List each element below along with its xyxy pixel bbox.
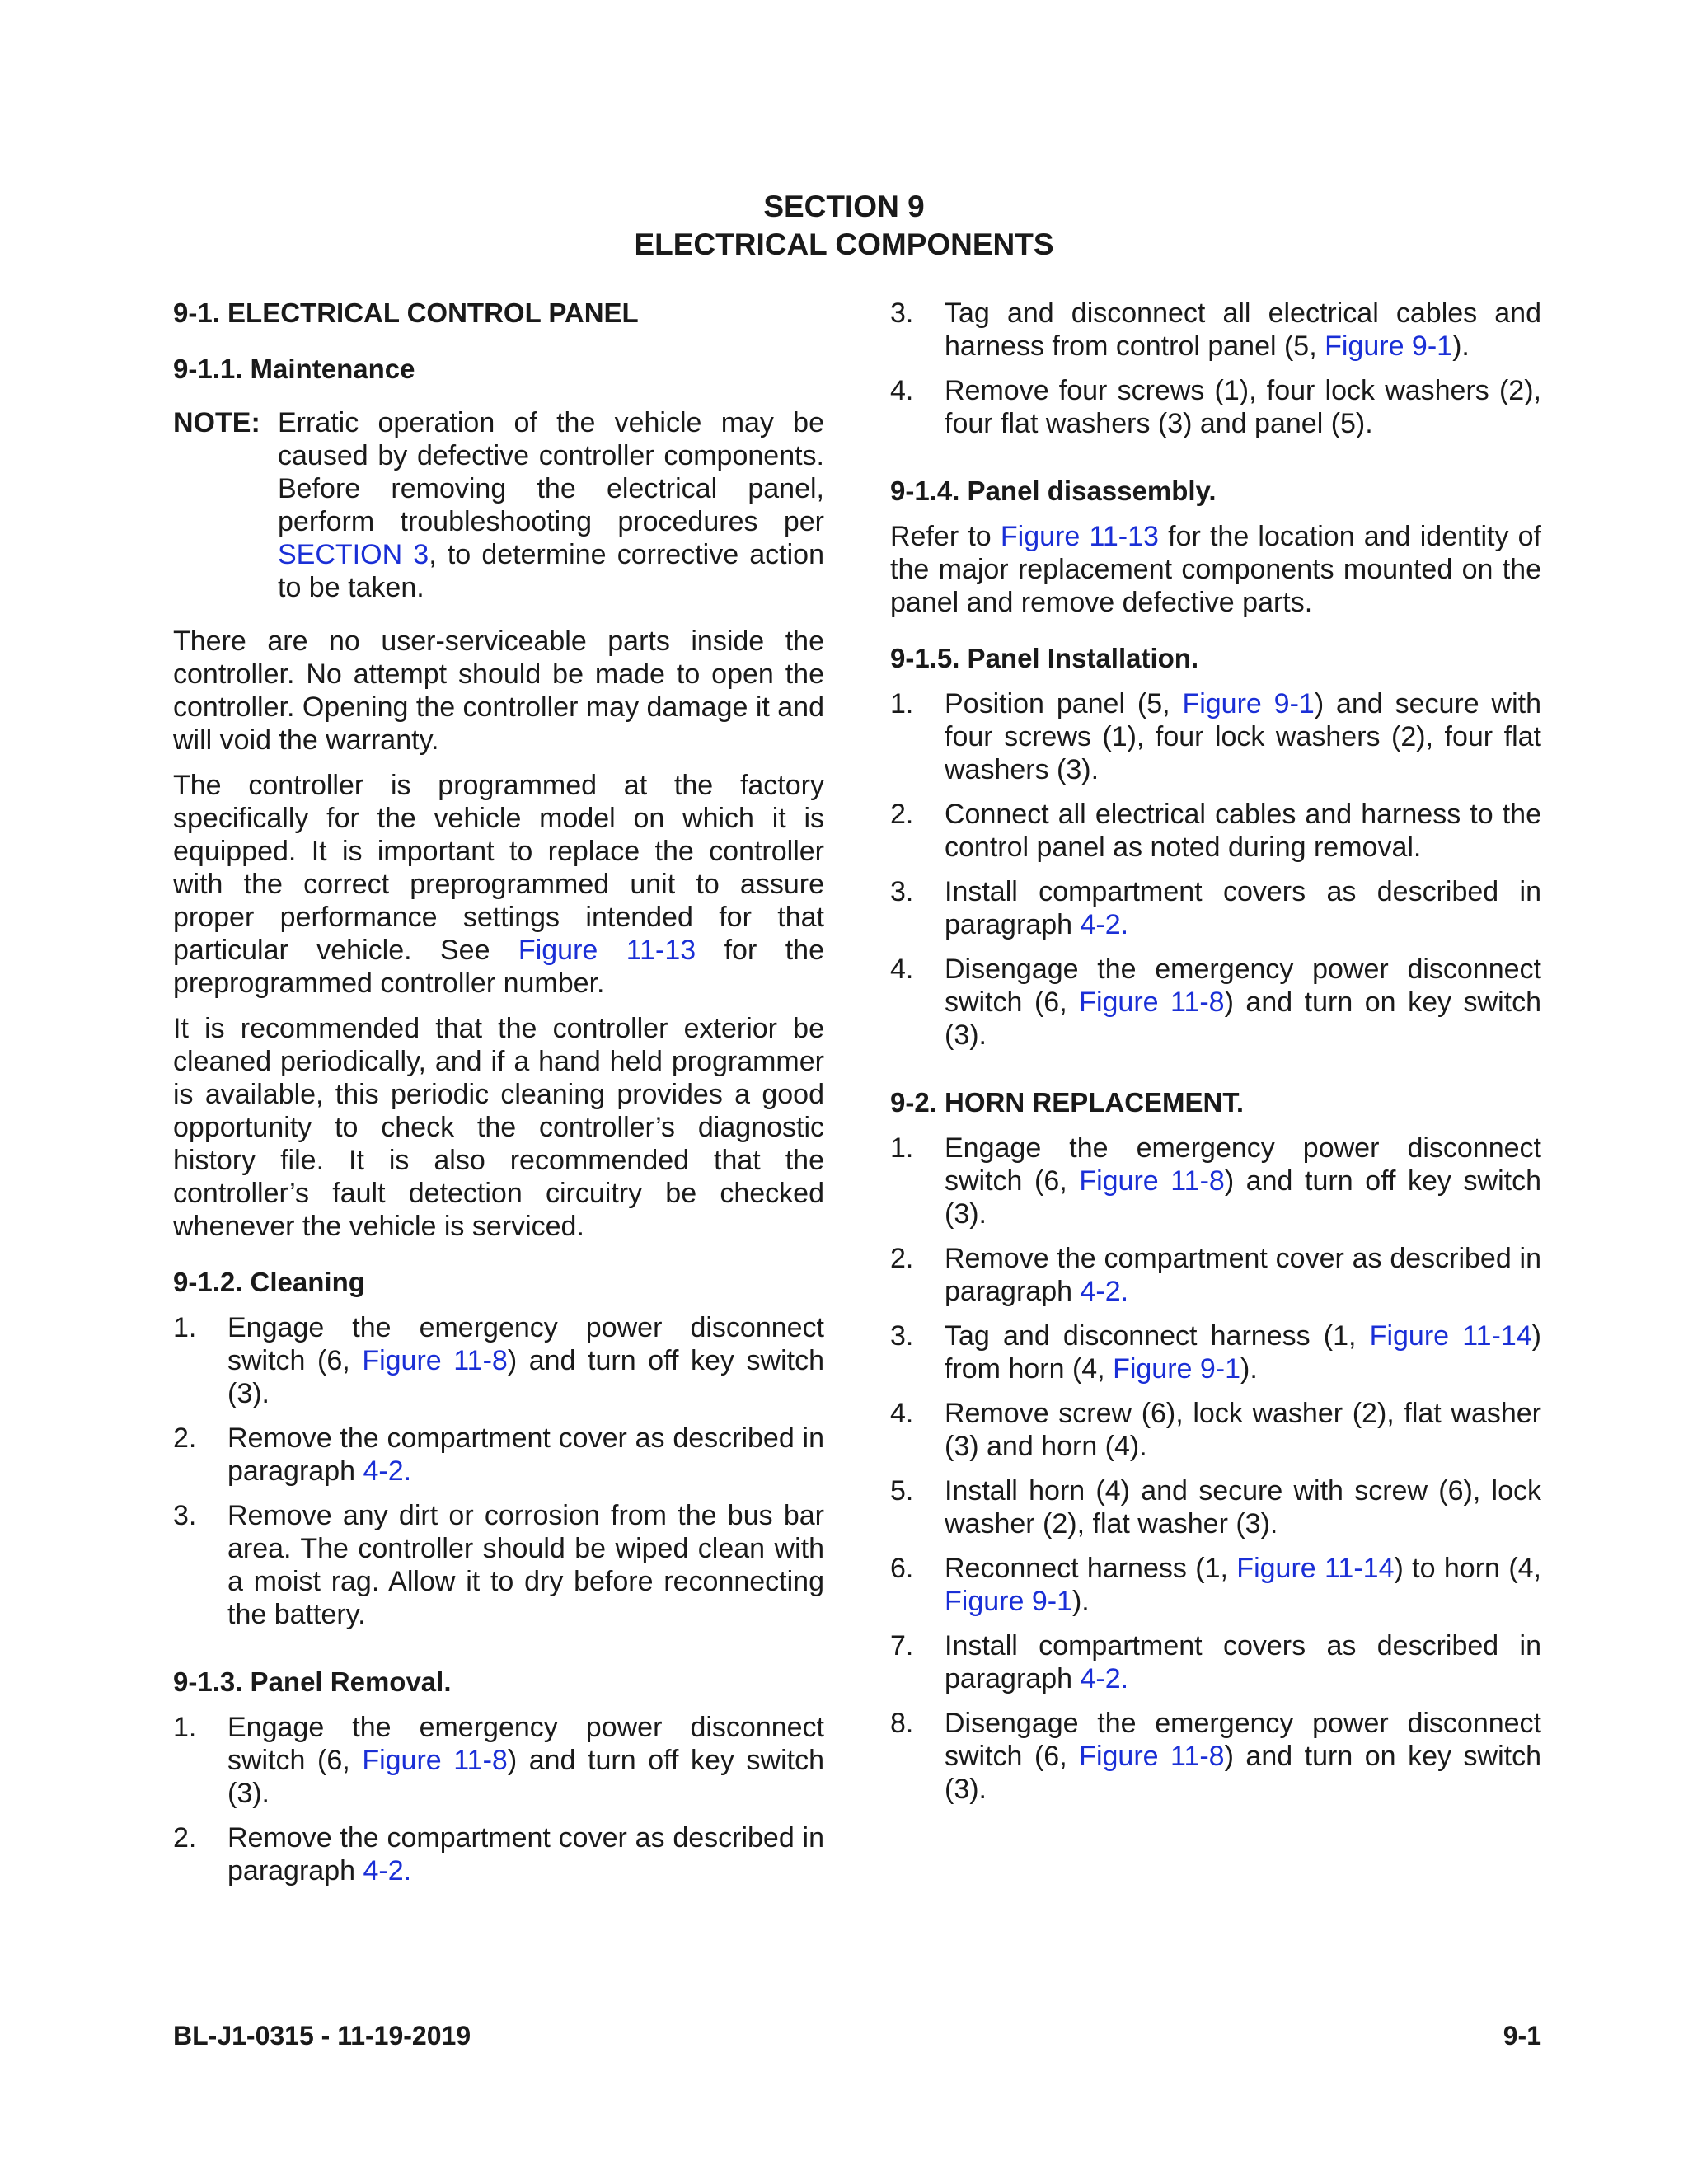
list-item (890, 798, 1541, 864)
heading-9-1-4: 9-1.4. Panel disassembly. (890, 476, 1217, 506)
figure-link[interactable]: 4-2. (363, 1855, 412, 1886)
note-label: NOTE: (173, 407, 260, 438)
note-text-b: , to determine corrective action to be taken. (278, 539, 824, 603)
step-text-segment: Tag and disconnect harness (1, (945, 1320, 1370, 1352)
section-title: ELECTRICAL COMPONENTS (634, 227, 1054, 261)
heading-9-2: 9-2. HORN REPLACEMENT. (890, 1087, 1245, 1118)
step-number: 3. (890, 1320, 914, 1352)
step-text-segment: Connect all electrical cables and harness to the control panel as noted during removal. (945, 799, 1541, 863)
step-text-segment: ) from horn (4, (945, 1320, 1541, 1385)
step-text-segment: ). (1240, 1353, 1258, 1385)
step-text (945, 297, 1541, 363)
step-text (945, 798, 1541, 864)
note-text-a: Erratic operation of the vehicle may be caused by defective controller components. Before removing the electrical panel, perform troubleshooting procedures per (278, 407, 824, 537)
step-text (945, 1629, 1541, 1695)
heading-9-1-3: 9-1.3. Panel Removal. (173, 1666, 452, 1697)
figure-link[interactable]: 4-2. (1080, 1276, 1129, 1307)
figure-link[interactable]: Figure 11-14 (1369, 1320, 1532, 1352)
left-column (173, 297, 824, 1899)
list-item (890, 374, 1541, 440)
step-number: 1. (173, 1312, 197, 1343)
step-text-segment: Install compartment covers as described in paragraph (945, 876, 1541, 940)
step-text (945, 374, 1541, 440)
step-text-segment: Position panel (5, (945, 688, 1183, 719)
step-number: 5. (890, 1475, 914, 1507)
list-item (173, 1711, 824, 1810)
step-number: 7. (890, 1630, 914, 1661)
installation-steps (890, 687, 1541, 1052)
heading-9-1-5: 9-1.5. Panel Installation. (890, 643, 1199, 673)
step-text-segment: ) and turn on key switch (3). (945, 987, 1541, 1051)
step-text (945, 953, 1541, 1052)
step-text-segment: ) and turn off key switch (3). (227, 1745, 824, 1809)
step-text (945, 1707, 1541, 1806)
figure-link[interactable]: Figure 9-1 (1113, 1353, 1241, 1385)
step-text-segment: Remove any dirt or corrosion from the bus bar area. The controller should be wiped clean with a moist rag. Allow it to dry before reconnecting the battery. (227, 1500, 824, 1630)
step-text (945, 875, 1541, 941)
p2-text-a: The controller is programmed at the factory specifically for the vehicle model on which it is equipped. It is important to replace the controller with the correct preprogrammed unit to assure proper performance settings intended for that particular vehicle. See (173, 770, 824, 966)
figure-link[interactable]: Figure 9-1 (1182, 688, 1315, 719)
figure-link[interactable]: Figure 11-8 (1079, 987, 1225, 1018)
figure-link[interactable]: 4-2. (1080, 909, 1129, 940)
list-item (890, 1474, 1541, 1540)
removal-steps-part2 (890, 297, 1541, 440)
note-text (278, 406, 824, 604)
list-item (890, 297, 1541, 363)
removal-steps-part1 (173, 1711, 824, 1887)
step-number: 3. (890, 298, 914, 329)
step-number: 4. (890, 1398, 914, 1429)
horn-steps (890, 1132, 1541, 1806)
paragraph-serviceable: There are no user-serviceable parts inside the controller. No attempt should be made to open the controller. Opening the controller may damage it and will void the warranty. (173, 626, 825, 756)
step-text-segment: ). (1452, 330, 1470, 362)
step-text-segment: Engage the emergency power disconnect switch (6, (227, 1312, 824, 1376)
disassembly-text-b: for the location and identity of the major replacement components mounted on the panel and remove defective parts. (890, 521, 1542, 618)
step-number: 2. (890, 799, 914, 830)
step-text-segment: Disengage the emergency power disconnect switch (6, (945, 1708, 1541, 1772)
step-text-segment: ). (1071, 1586, 1090, 1617)
heading-9-1-1: 9-1.1. Maintenance (173, 354, 415, 384)
list-item (890, 953, 1541, 1052)
heading-9-1-2: 9-1.2. Cleaning (173, 1267, 365, 1297)
step-number: 2. (173, 1422, 197, 1454)
figure-link[interactable]: 4-2. (363, 1455, 412, 1487)
step-text (227, 1821, 824, 1887)
step-text (227, 1311, 824, 1410)
document-id: BL-J1-0315 - 11-19-2019 (173, 2021, 471, 2050)
step-text (945, 1242, 1541, 1308)
figure-11-13-link[interactable]: Figure 11-13 (1000, 521, 1159, 552)
step-number: 4. (890, 954, 914, 985)
step-text-segment: ) to horn (4, (1394, 1553, 1541, 1584)
list-item (890, 1132, 1541, 1230)
list-item (890, 1319, 1541, 1385)
step-text (945, 1552, 1541, 1618)
step-text-segment: ) and secure with four screws (1), four lock washers (2), four flat washers (3). (945, 688, 1541, 785)
step-number: 3. (173, 1500, 197, 1531)
list-item (890, 687, 1541, 786)
list-item (173, 1311, 824, 1410)
section-number: SECTION 9 (763, 190, 925, 223)
list-item (173, 1422, 824, 1488)
p2-text-b: for the preprogrammed controller number. (173, 935, 824, 999)
step-text (945, 1319, 1541, 1385)
step-text-segment: Disengage the emergency power disconnect switch (6, (945, 954, 1541, 1018)
paragraph-disassembly (890, 520, 1541, 619)
step-text (945, 1397, 1541, 1463)
paragraph-programmed (173, 769, 824, 1000)
step-text-segment: Remove four screws (1), four lock washers (2), four flat washers (3) and panel (5). (945, 375, 1541, 439)
step-number: 1. (890, 688, 914, 719)
page-number: 9-1 (1503, 2021, 1541, 2050)
paragraph-cleaning-recommendation: It is recommended that the controller exterior be cleaned periodically, and if a hand held programmer is available, this periodic cleaning provides a good opportunity to check the controller’s diagnostic history file. It is also recommended that the controller’s fault detection circuitry be checked whenever the vehicle is serviced. (173, 1013, 824, 1242)
figure-link[interactable]: Figure 11-8 (1079, 1165, 1225, 1197)
step-text-segment: Remove the compartment cover as described in paragraph (227, 1822, 824, 1886)
step-number: 3. (890, 876, 914, 907)
section-3-link[interactable]: SECTION 3 (278, 539, 429, 570)
step-text (945, 1474, 1541, 1540)
heading-9-1: 9-1. ELECTRICAL CONTROL PANEL (173, 298, 639, 328)
figure-link[interactable]: Figure 9-1 (945, 1586, 1072, 1617)
step-text-segment: Remove the compartment cover as described in paragraph (945, 1243, 1541, 1307)
figure-link[interactable]: Figure 11-8 (362, 1345, 508, 1376)
list-item (890, 1629, 1541, 1695)
step-text-segment: Tag and disconnect all electrical cables and harness from control panel (5, (945, 298, 1541, 362)
step-text-segment: Engage the emergency power disconnect switch (6, (945, 1132, 1541, 1197)
step-text (227, 1711, 824, 1810)
figure-11-13-link[interactable]: Figure 11-13 (518, 935, 696, 966)
step-text-segment: ) and turn off key switch (3). (945, 1165, 1541, 1230)
step-text (227, 1499, 824, 1631)
step-text-segment: Remove screw (6), lock washer (2), flat washer (3) and horn (4). (945, 1398, 1541, 1462)
step-text-segment: Reconnect harness (1, (945, 1553, 1237, 1584)
list-item (173, 1499, 824, 1631)
step-text-segment: Install compartment covers as described in paragraph (945, 1630, 1541, 1694)
step-number: 2. (173, 1822, 197, 1854)
disassembly-text-a: Refer to (890, 521, 1001, 552)
list-item (890, 1552, 1541, 1618)
step-number: 1. (173, 1712, 197, 1743)
list-item (890, 1242, 1541, 1308)
list-item (890, 875, 1541, 941)
step-text (945, 687, 1541, 786)
figure-link[interactable]: Figure 11-14 (1236, 1553, 1395, 1584)
step-text-segment: Install horn (4) and secure with screw (6), lock washer (2), flat washer (3). (945, 1475, 1541, 1540)
page-title (0, 188, 1688, 264)
figure-link[interactable]: Figure 9-1 (1325, 330, 1453, 362)
step-text (227, 1422, 824, 1488)
right-column (890, 297, 1541, 1817)
note-block (173, 406, 824, 604)
figure-link[interactable]: 4-2. (1080, 1663, 1129, 1694)
step-text-segment: ) and turn on key switch (3). (945, 1741, 1541, 1805)
step-number: 4. (890, 375, 914, 406)
list-item (890, 1397, 1541, 1463)
step-text (945, 1132, 1541, 1230)
step-number: 2. (890, 1243, 914, 1274)
step-number: 6. (890, 1553, 914, 1584)
figure-link[interactable]: Figure 11-8 (1079, 1741, 1225, 1772)
figure-link[interactable]: Figure 11-8 (362, 1745, 508, 1776)
step-number: 1. (890, 1132, 914, 1164)
step-number: 8. (890, 1708, 914, 1739)
list-item (890, 1707, 1541, 1806)
cleaning-steps (173, 1311, 824, 1631)
step-text-segment: ) and turn off key switch (3). (227, 1345, 824, 1409)
list-item (173, 1821, 824, 1887)
step-text-segment: Engage the emergency power disconnect switch (6, (227, 1712, 824, 1776)
step-text-segment: Remove the compartment cover as described in paragraph (227, 1422, 824, 1487)
